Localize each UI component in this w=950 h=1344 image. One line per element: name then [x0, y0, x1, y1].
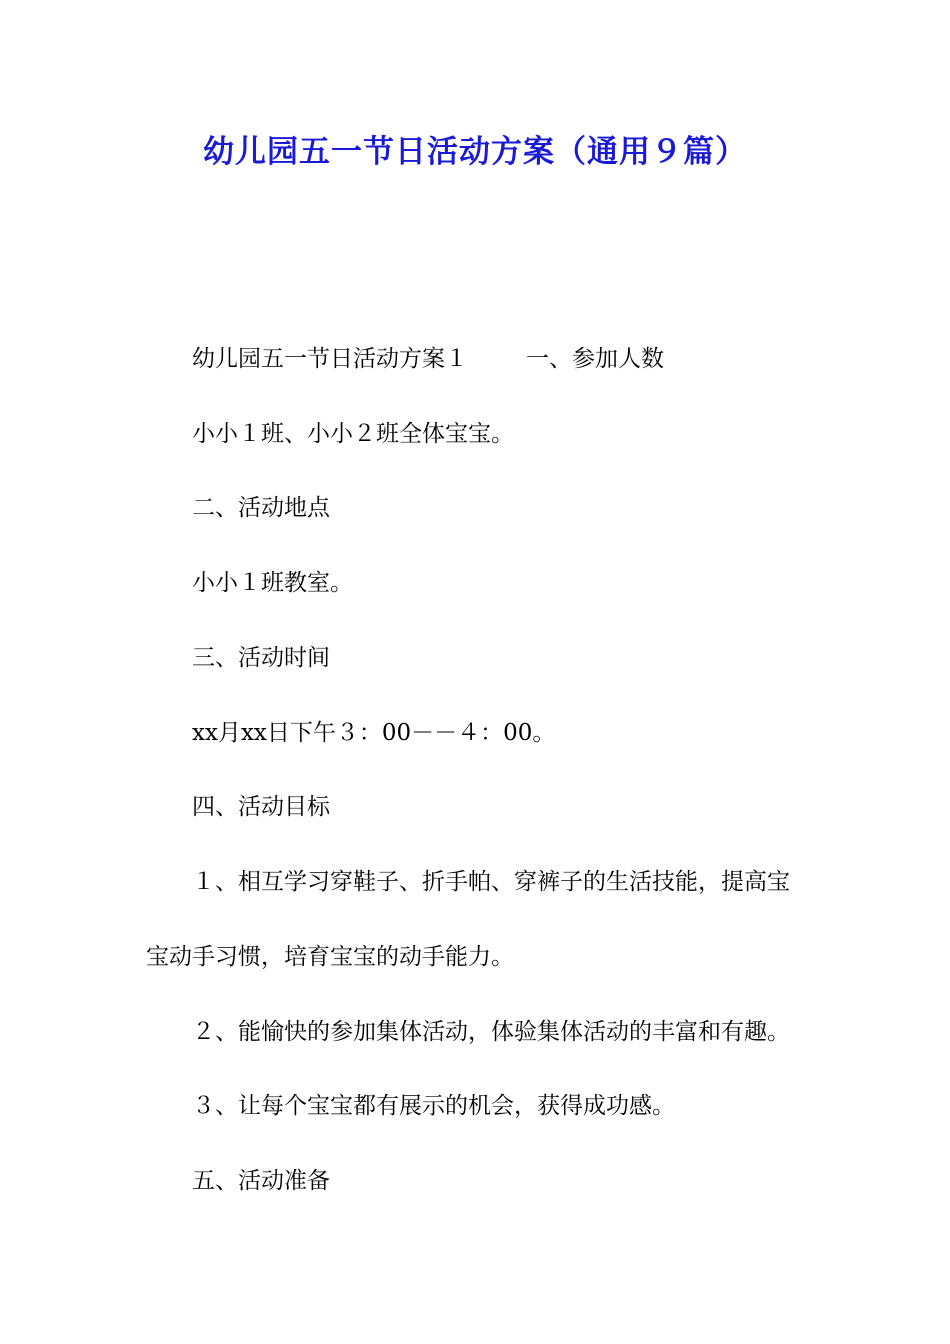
paragraph-goal-2: ２、能愉快的参加集体活动，体验集体活动的丰富和有趣。: [192, 1019, 790, 1045]
section-heading-goals: 四、活动目标: [192, 794, 330, 820]
document-title: 幼儿园五一节日活动方案（通用９篇）: [203, 134, 747, 170]
paragraph-participants: 小小１班、小小２班全体宝宝。: [192, 421, 514, 447]
paragraph-location: 小小１班教室。: [192, 570, 353, 596]
section-heading-preparation: 五、活动准备: [192, 1168, 330, 1194]
paragraph-plan-heading: [192, 343, 664, 375]
section-heading-participants: 一、参加人数: [526, 346, 664, 372]
paragraph-goal-1-line-2: 宝动手习惯，培育宝宝的动手能力。: [146, 944, 514, 970]
paragraph-time: xx月xx日下午３：00－－４：00。: [192, 720, 556, 746]
paragraph-goal-3: ３、让每个宝宝都有展示的机会，获得成功感。: [192, 1093, 675, 1119]
section-heading-time: 三、活动时间: [192, 645, 330, 671]
paragraph-goal-1-line-1: １、相互学习穿鞋子、折手帕、穿裤子的生活技能，提高宝: [192, 869, 790, 895]
section-heading-location: 二、活动地点: [192, 495, 330, 521]
plan-number-label: 幼儿园五一节日活动方案１: [192, 346, 468, 372]
